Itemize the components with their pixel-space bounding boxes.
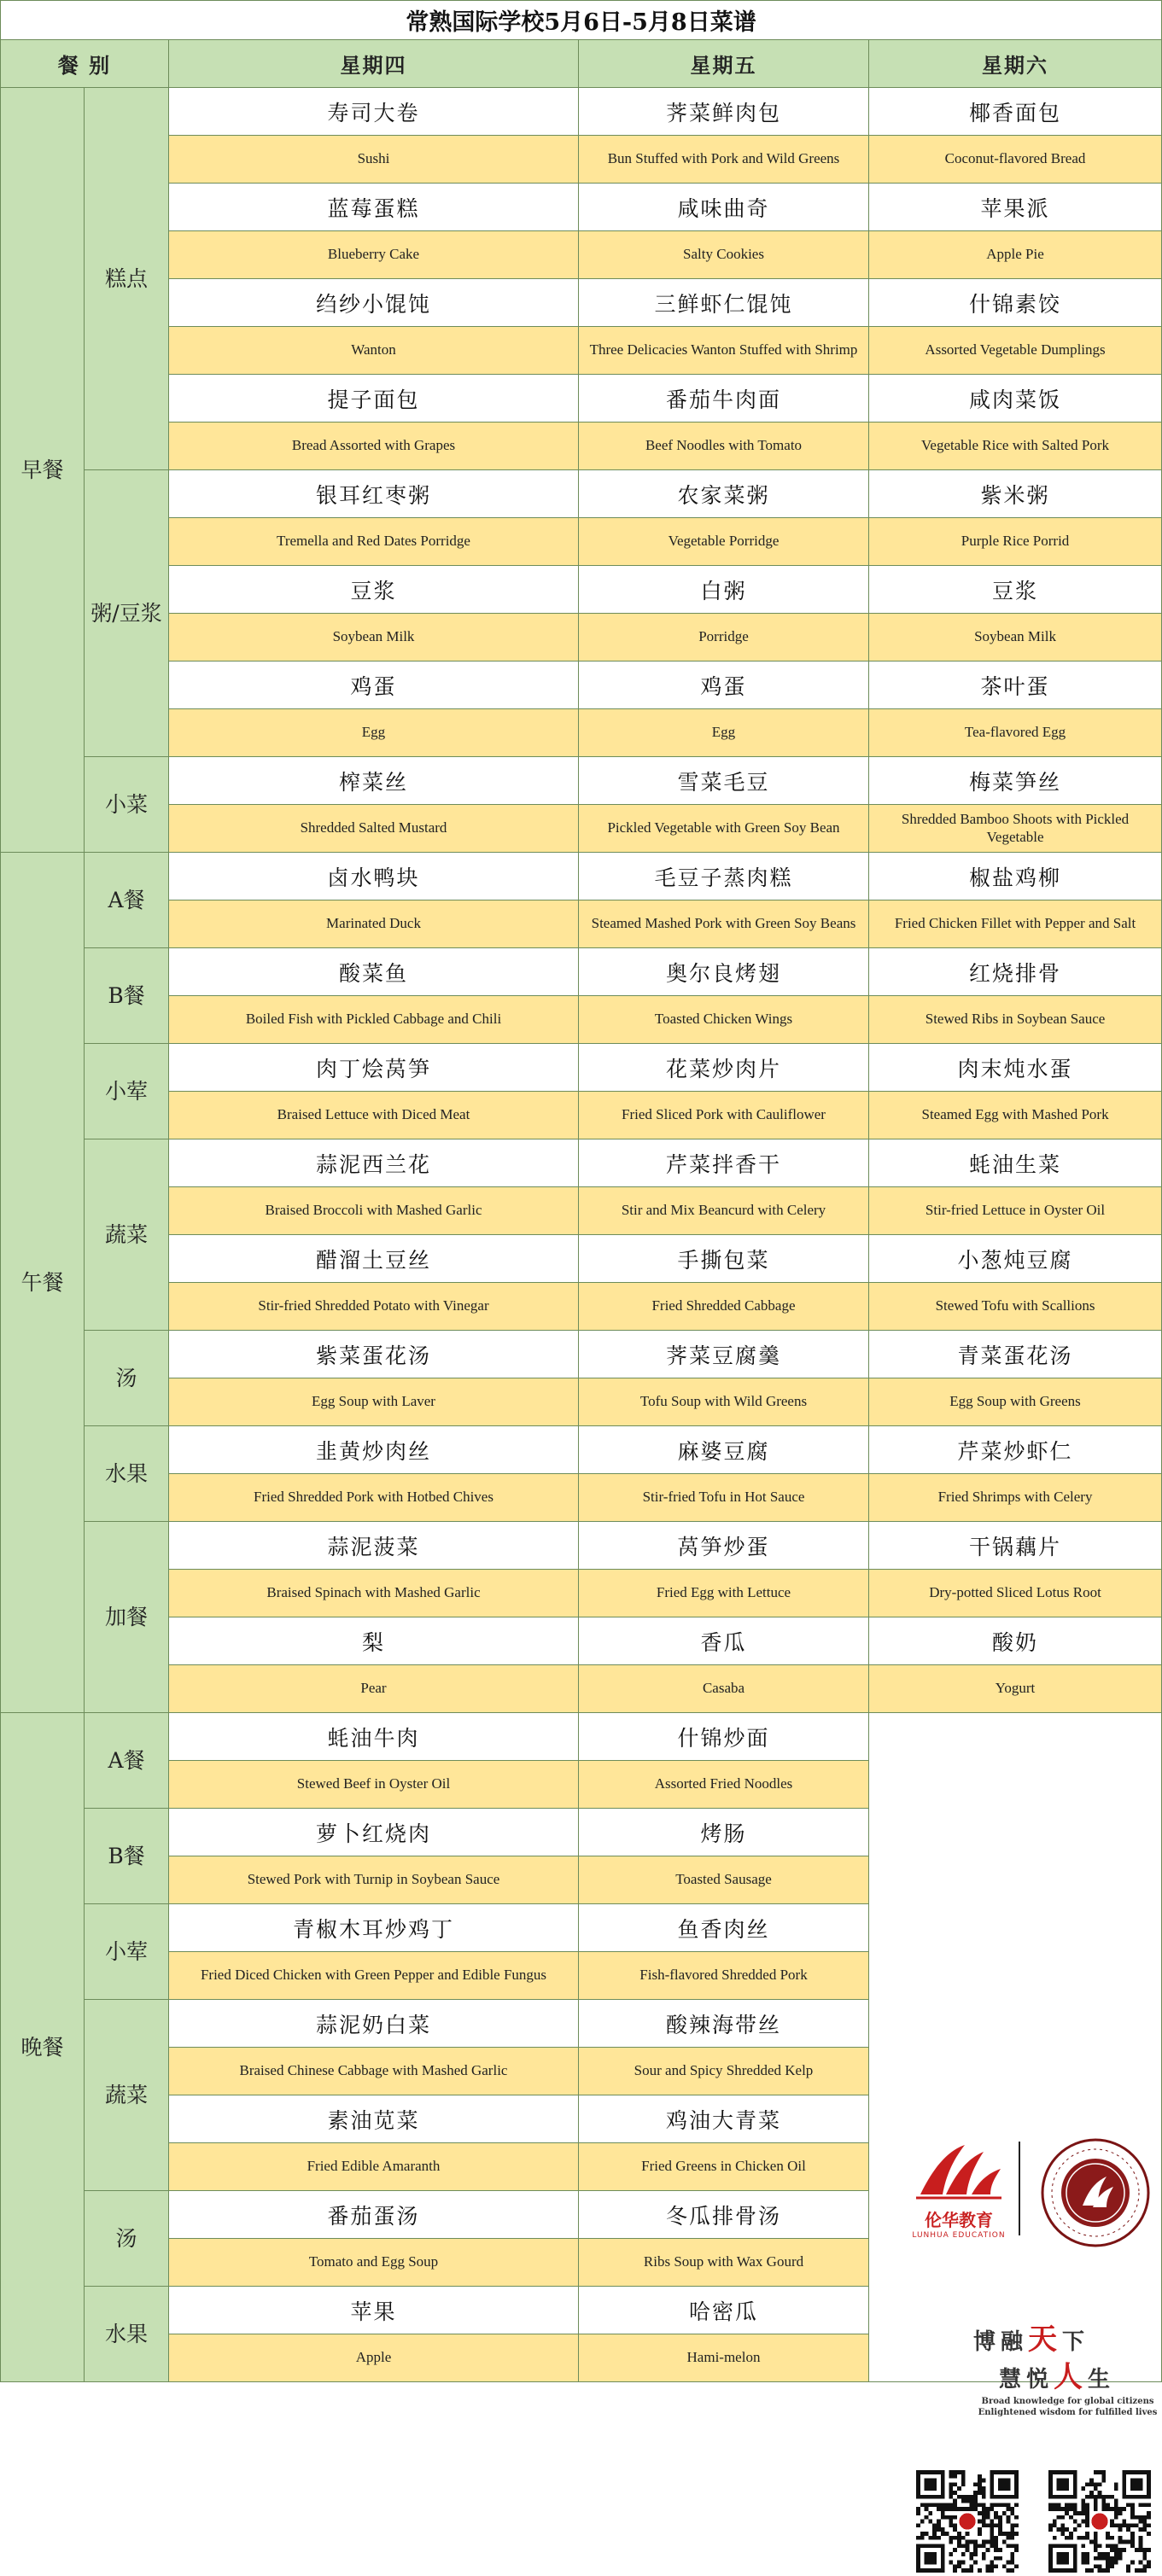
menu-row (1, 518, 1162, 566)
dish-name-en-day1: Apple (169, 2334, 579, 2382)
dish-name-cn-day3: 椒盐鸡柳 (869, 853, 1162, 900)
qr-code-icon (916, 2470, 1019, 2573)
dish-name-en-day1: Fried Shredded Pork with Hotbed Chives (169, 1474, 579, 1522)
dish-name-cn-day2: 烤肠 (579, 1809, 869, 1856)
header-day-1: 星期四 (169, 40, 579, 88)
dish-name-cn-day1: 蒜泥西兰花 (169, 1139, 579, 1187)
menu-row (1, 1378, 1162, 1426)
dish-name-cn-day3: 红烧排骨 (869, 948, 1162, 996)
dish-name-cn-day1: 银耳红枣粥 (169, 470, 579, 518)
dish-name-en-day2: Ribs Soup with Wax Gourd (579, 2239, 869, 2287)
dish-name-cn-day2: 莴笋炒蛋 (579, 1522, 869, 1570)
dish-name-cn-day1: 蓝莓蛋糕 (169, 184, 579, 231)
menu-row (1, 853, 1162, 900)
dish-name-cn-day2: 荠菜豆腐羹 (579, 1331, 869, 1378)
dish-name-cn-day1: 蒜泥奶白菜 (169, 2000, 579, 2048)
dish-name-en-day2: Sour and Spicy Shredded Kelp (579, 2048, 869, 2095)
dish-name-cn-day1: 蚝油牛肉 (169, 1713, 579, 1761)
dish-name-cn-day3: 紫米粥 (869, 470, 1162, 518)
menu-row (1, 1283, 1162, 1331)
category-label: 蔬菜 (85, 1139, 169, 1331)
dish-name-en-day1: Wanton (169, 327, 579, 375)
category-label: A餐 (85, 1713, 169, 1809)
dish-name-en-day1: Boiled Fish with Pickled Cabbage and Chili (169, 996, 579, 1044)
dish-name-cn-day2: 三鲜虾仁馄饨 (579, 279, 869, 327)
meal-label: 晚餐 (1, 1713, 85, 2382)
dish-name-cn-day2: 冬瓜排骨汤 (579, 2191, 869, 2239)
school-seal-icon (1040, 2137, 1151, 2248)
slogan-char: 下 (1062, 2328, 1090, 2355)
dish-name-en-day3: Purple Rice Porrid (869, 518, 1162, 566)
dish-name-cn-day3: 芹菜炒虾仁 (869, 1426, 1162, 1474)
header-category: 餐 别 (1, 40, 169, 88)
dish-name-cn-day1: 韭黄炒肉丝 (169, 1426, 579, 1474)
category-label: 小菜 (85, 757, 169, 853)
dish-name-en-day1: Stewed Pork with Turnip in Soybean Sauce (169, 1856, 579, 1904)
menu-row (1, 566, 1162, 614)
dish-name-en-day1: Bread Assorted with Grapes (169, 423, 579, 470)
menu-row (1, 136, 1162, 184)
menu-row (1, 1617, 1162, 1665)
dish-name-en-day3: Stewed Tofu with Scallions (869, 1283, 1162, 1331)
dish-name-en-day2: Stir and Mix Beancurd with Celery (579, 1187, 869, 1235)
dish-name-en-day3: Soybean Milk (869, 614, 1162, 661)
slogan-char: 博 (972, 2328, 1001, 2355)
dish-name-cn-day1: 卤水鸭块 (169, 853, 579, 900)
dish-name-en-day1: Pear (169, 1665, 579, 1713)
dish-name-cn-day1: 苹果 (169, 2287, 579, 2334)
dish-name-en-day3: Stir-fried Lettuce in Oyster Oil (869, 1187, 1162, 1235)
dish-name-cn-day1: 豆浆 (169, 566, 579, 614)
dish-name-cn-day2: 鱼香肉丝 (579, 1904, 869, 1952)
menu-row (1, 231, 1162, 279)
dish-name-en-day1: Soybean Milk (169, 614, 579, 661)
dish-name-cn-day1: 萝卜红烧肉 (169, 1809, 579, 1856)
dish-name-en-day3: Steamed Egg with Mashed Pork (869, 1092, 1162, 1139)
dish-name-en-day2: Casaba (579, 1665, 869, 1713)
dish-name-en-day1: Braised Chinese Cabbage with Mashed Garlic (169, 2048, 579, 2095)
dish-name-cn-day3: 干锅藕片 (869, 1522, 1162, 1570)
dish-name-cn-day2: 芹菜拌香干 (579, 1139, 869, 1187)
dish-name-en-day1: Shredded Salted Mustard (169, 805, 579, 853)
dish-name-cn-day2: 什锦炒面 (579, 1713, 869, 1761)
dish-name-cn-day2: 手撕包菜 (579, 1235, 869, 1283)
dish-name-cn-day1: 醋溜土豆丝 (169, 1235, 579, 1283)
menu-row (1, 661, 1162, 709)
dish-name-cn-day1: 肉丁烩莴笋 (169, 1044, 579, 1092)
menu-row (1, 279, 1162, 327)
dish-name-en-day2: Egg (579, 709, 869, 757)
dish-name-cn-day2: 白粥 (579, 566, 869, 614)
dish-name-en-day2: Fried Egg with Lettuce (579, 1570, 869, 1617)
meal-label: 早餐 (1, 88, 85, 853)
slogan-char: 悦 (1025, 2366, 1054, 2392)
slogan-char: 天 (1028, 2322, 1062, 2357)
dish-name-en-day3: Assorted Vegetable Dumplings (869, 327, 1162, 375)
category-label: 汤 (85, 2191, 169, 2287)
dish-name-en-day3: Fried Shrimps with Celery (869, 1474, 1162, 1522)
dish-name-cn-day2: 花菜炒肉片 (579, 1044, 869, 1092)
dish-name-en-day3: Egg Soup with Greens (869, 1378, 1162, 1426)
dish-name-en-day2: Vegetable Porridge (579, 518, 869, 566)
dish-name-en-day1: Marinated Duck (169, 900, 579, 948)
dish-name-en-day3: Stewed Ribs in Soybean Sauce (869, 996, 1162, 1044)
dish-name-cn-day2: 农家菜粥 (579, 470, 869, 518)
category-label: 糕点 (85, 88, 169, 470)
dish-name-en-day1: Stir-fried Shredded Potato with Vinegar (169, 1283, 579, 1331)
dish-name-cn-day3: 椰香面包 (869, 88, 1162, 136)
dish-name-en-day3: Tea-flavored Egg (869, 709, 1162, 757)
dish-name-cn-day3: 什锦素饺 (869, 279, 1162, 327)
menu-row (1, 88, 1162, 136)
dish-name-en-day1: Tremella and Red Dates Porridge (169, 518, 579, 566)
dish-name-en-day2: Toasted Sausage (579, 1856, 869, 1904)
slogan-line-2 (903, 2358, 1159, 2396)
qr-code-1 (916, 2470, 1019, 2573)
branding-panel (869, 1713, 1162, 2417)
menu-row (1, 1044, 1162, 1092)
page-title: 常熟国际学校5月6日-5月8日菜谱 (1, 1, 1162, 40)
menu-row (1, 327, 1162, 375)
menu-row (1, 1474, 1162, 1522)
category-label: 蔬菜 (85, 2000, 169, 2191)
dish-name-cn-day1: 青椒木耳炒鸡丁 (169, 1904, 579, 1952)
dish-name-en-day2: Assorted Fried Noodles (579, 1761, 869, 1809)
dish-name-en-day2: Fried Greens in Chicken Oil (579, 2143, 869, 2191)
slogan-char: 人 (1054, 2359, 1088, 2394)
menu-row (1, 709, 1162, 757)
category-label: A餐 (85, 853, 169, 948)
category-label: 小荤 (85, 1044, 169, 1139)
dish-name-cn-day1: 榨菜丝 (169, 757, 579, 805)
dish-name-en-day2: Salty Cookies (579, 231, 869, 279)
menu-row (1, 423, 1162, 470)
dish-name-en-day2: Bun Stuffed with Pork and Wild Greens (579, 136, 869, 184)
dish-name-cn-day1: 梨 (169, 1617, 579, 1665)
slogan-en-2: Enlightened wisdom for fulfilled lives (978, 2407, 1158, 2417)
dish-name-en-day3: Dry-potted Sliced Lotus Root (869, 1570, 1162, 1617)
dish-name-cn-day1: 酸菜鱼 (169, 948, 579, 996)
dish-name-cn-day1: 素油苋菜 (169, 2095, 579, 2143)
dish-name-cn-day3: 小葱炖豆腐 (869, 1235, 1162, 1283)
dish-name-en-day2: Pickled Vegetable with Green Soy Bean (579, 805, 869, 853)
dish-name-en-day3: Fried Chicken Fillet with Pepper and Salt (869, 900, 1162, 948)
dish-name-en-day2: Stir-fried Tofu in Hot Sauce (579, 1474, 869, 1522)
dish-name-en-day1: Blueberry Cake (169, 231, 579, 279)
dish-name-cn-day2: 麻婆豆腐 (579, 1426, 869, 1474)
dish-name-cn-day2: 鸡蛋 (579, 661, 869, 709)
dish-name-cn-day1: 绉纱小馄饨 (169, 279, 579, 327)
header-row (1, 40, 1162, 88)
dish-name-cn-day1: 番茄蛋汤 (169, 2191, 579, 2239)
category-label: 加餐 (85, 1522, 169, 1713)
meal-label: 午餐 (1, 853, 85, 1713)
category-label: B餐 (85, 1809, 169, 1904)
dish-name-cn-day2: 雪菜毛豆 (579, 757, 869, 805)
slogan-char: 融 (1000, 2328, 1028, 2355)
logo-divider (1019, 2142, 1020, 2235)
dish-name-en-day1: Fried Edible Amaranth (169, 2143, 579, 2191)
dish-name-en-day1: Braised Broccoli with Mashed Garlic (169, 1187, 579, 1235)
lunhua-logo-icon (912, 2142, 1006, 2201)
category-label: B餐 (85, 948, 169, 1044)
menu-row (1, 1713, 1162, 1761)
dish-name-cn-day3: 苹果派 (869, 184, 1162, 231)
slogan-en-1: Broad knowledge for global citizens (981, 2396, 1154, 2406)
dish-name-cn-day3: 梅菜笋丝 (869, 757, 1162, 805)
lunhua-en: LUNHUA EDUCATION (912, 2230, 1006, 2240)
title-row (1, 1, 1162, 40)
menu-row (1, 614, 1162, 661)
menu-row (1, 1570, 1162, 1617)
menu-row (1, 996, 1162, 1044)
dish-name-cn-day2: 番茄牛肉面 (579, 375, 869, 423)
dish-name-en-day2: Steamed Mashed Pork with Green Soy Beans (579, 900, 869, 948)
dish-name-en-day2: Beef Noodles with Tomato (579, 423, 869, 470)
dish-name-en-day3: Yogurt (869, 1665, 1162, 1713)
menu-row (1, 1665, 1162, 1713)
dish-name-cn-day3: 酸奶 (869, 1617, 1162, 1665)
dish-name-en-day3: Shredded Bamboo Shoots with Pickled Vegetable (869, 805, 1162, 853)
dish-name-en-day1: Egg Soup with Laver (169, 1378, 579, 1426)
dish-name-cn-day3: 茶叶蛋 (869, 661, 1162, 709)
category-label: 水果 (85, 2287, 169, 2382)
dish-name-cn-day2: 鸡油大青菜 (579, 2095, 869, 2143)
menu-row (1, 470, 1162, 518)
dish-name-cn-day3: 蚝油生菜 (869, 1139, 1162, 1187)
slogan-char: 慧 (998, 2366, 1026, 2392)
dish-name-cn-day2: 荠菜鲜肉包 (579, 88, 869, 136)
menu-row (1, 900, 1162, 948)
menu-row (1, 184, 1162, 231)
slogan-block (903, 2321, 1159, 2418)
menu-row (1, 1331, 1162, 1378)
dish-name-en-day1: Fried Diced Chicken with Green Pepper and Edible Fungus (169, 1952, 579, 2000)
dish-name-cn-day3: 青菜蛋花汤 (869, 1331, 1162, 1378)
menu-row (1, 1426, 1162, 1474)
dish-name-en-day2: Fried Shredded Cabbage (579, 1283, 869, 1331)
dish-name-en-day2: Fish-flavored Shredded Pork (579, 1952, 869, 2000)
dish-name-cn-day2: 酸辣海带丝 (579, 2000, 869, 2048)
dish-name-en-day2: Toasted Chicken Wings (579, 996, 869, 1044)
dish-name-en-day1: Tomato and Egg Soup (169, 2239, 579, 2287)
dish-name-cn-day2: 毛豆子蒸肉糕 (579, 853, 869, 900)
category-label: 汤 (85, 1331, 169, 1426)
dish-name-en-day2: Porridge (579, 614, 869, 661)
dish-name-en-day1: Egg (169, 709, 579, 757)
dish-name-en-day3: Apple Pie (869, 231, 1162, 279)
dish-name-en-day3: Vegetable Rice with Salted Pork (869, 423, 1162, 470)
dish-name-cn-day3: 肉末炖水蛋 (869, 1044, 1162, 1092)
dish-name-cn-day1: 提子面包 (169, 375, 579, 423)
dish-name-en-day2: Hami-melon (579, 2334, 869, 2382)
menu-row (1, 1139, 1162, 1187)
lunhua-name: 伦华教育 (925, 2209, 993, 2230)
header-day-3: 星期六 (869, 40, 1162, 88)
dish-name-cn-day1: 蒜泥菠菜 (169, 1522, 579, 1570)
dish-name-cn-day3: 咸肉菜饭 (869, 375, 1162, 423)
menu-row (1, 1092, 1162, 1139)
qr-code-2 (1048, 2470, 1151, 2573)
category-label: 水果 (85, 1426, 169, 1522)
header-day-2: 星期五 (579, 40, 869, 88)
dish-name-cn-day1: 鸡蛋 (169, 661, 579, 709)
menu-row (1, 375, 1162, 423)
dish-name-en-day1: Braised Lettuce with Diced Meat (169, 1092, 579, 1139)
slogan-line-1 (903, 2321, 1159, 2358)
dish-name-cn-day2: 咸味曲奇 (579, 184, 869, 231)
menu-row (1, 757, 1162, 805)
menu-row (1, 948, 1162, 996)
category-label: 小荤 (85, 1904, 169, 2000)
dish-name-cn-day2: 香瓜 (579, 1617, 869, 1665)
dish-name-en-day1: Sushi (169, 136, 579, 184)
dish-name-en-day2: Fried Sliced Pork with Cauliflower (579, 1092, 869, 1139)
menu-row (1, 805, 1162, 853)
dish-name-en-day1: Braised Spinach with Mashed Garlic (169, 1570, 579, 1617)
dish-name-en-day2: Tofu Soup with Wild Greens (579, 1378, 869, 1426)
dish-name-cn-day1: 紫菜蛋花汤 (169, 1331, 579, 1378)
school-seal-logo (1040, 2137, 1151, 2248)
category-label: 粥/豆浆 (85, 470, 169, 757)
dish-name-cn-day2: 哈密瓜 (579, 2287, 869, 2334)
lunhua-logo (903, 2142, 1014, 2240)
menu-row (1, 1235, 1162, 1283)
qr-code-icon (1048, 2470, 1151, 2573)
dish-name-cn-day1: 寿司大卷 (169, 88, 579, 136)
dish-name-en-day3: Coconut-flavored Bread (869, 136, 1162, 184)
dish-name-cn-day3: 豆浆 (869, 566, 1162, 614)
dish-name-en-day2: Three Delicacies Wanton Stuffed with Shrimp (579, 327, 869, 375)
slogan-char: 生 (1088, 2366, 1116, 2392)
dish-name-en-day1: Stewed Beef in Oyster Oil (169, 1761, 579, 1809)
menu-row (1, 1187, 1162, 1235)
menu-row (1, 1522, 1162, 1570)
dish-name-cn-day2: 奥尔良烤翅 (579, 948, 869, 996)
